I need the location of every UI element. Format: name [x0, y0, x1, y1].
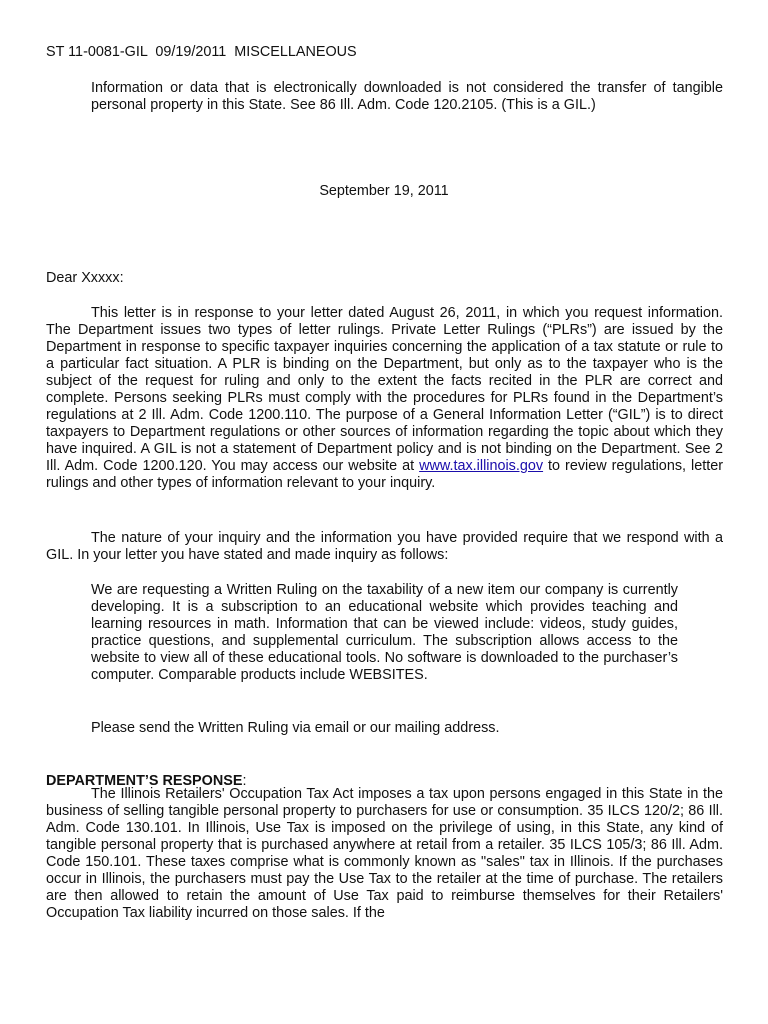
document-header: ST 11-0081-GIL 09/19/2011 MISCELLANEOUS [46, 44, 357, 60]
response-heading-colon: : [242, 773, 247, 789]
response-heading-label: DEPARTMENT’S RESPONSE [46, 773, 243, 789]
intro-paragraph-text-end: to review regulations, letter rulings and other types of information relevant to your inquiry. [46, 458, 723, 491]
intro-paragraph [46, 305, 723, 492]
response-paragraph: The Illinois Retailers' Occupation Tax Act imposes a tax upon persons engaged in this State in the business of selling tangible personal property to purchasers for use or consumption. 35 ILCS 120/2; 86 Ill. Adm. Code 130.101. In Illinois, Use Tax is imposed on the privilege of using, in this State, any kind of tangible personal property that is purchased anywhere at retail from a retailer. 35 ILCS 105/3; 86 Ill. Adm. Code 150.101. These taxes comprise what is commonly known as "sales" tax in Illinois. If the purchases occur in Illinois, the purchasers must pay the Use Tax to the retailer at the time of purchase. The retailers are then allowed to retain the amount of Use Tax paid to reimburse themselves for their Retailers' Occupation Tax liability incurred on those sales. If the [46, 786, 723, 921]
inquiry-intro-paragraph: The nature of your inquiry and the information you have provided require that we respond with a GIL. In your letter you have stated and made inquiry as follows: [46, 530, 723, 563]
ruling-summary: Information or data that is electronically downloaded is not considered the transfer of tangible personal property in this State. See 86 Ill. Adm. Code 120.2105. (This is a GIL.) [91, 80, 723, 113]
letter-date: September 19, 2011 [319, 183, 449, 199]
quoted-request-closing: Please send the Written Ruling via email or our mailing address. [91, 720, 500, 736]
quoted-request-paragraph: We are requesting a Written Ruling on the taxability of a new item our company is currently developing. It is a subscription to an educational website which provides teaching and learning resources in math. Information that can be viewed include: videos, study guides, practice questions, and supplemental curriculum. The subscription allows access to the website to view all of these educational tools. No software is downloaded to the purchaser’s computer. Comparable products include WEBSITES. [91, 582, 678, 683]
intro-paragraph-text: This letter is in response to your letter dated August 26, 2011, in which you request information. The Department issues two types of letter rulings. Private Letter Rulings (“PLRs”) are issued by the Department in response to specific taxpayer inquiries concerning the application of a tax statute or rule to a particular fact situation. A PLR is binding on the Department, but only as to the taxpayer who is the subject of the request for ruling and only to the extent the facts recited in the PLR are correct and complete. Persons seeking PLRs must comply with the procedures for PLRs found in the Department’s regulations at 2 Ill. Adm. Code 1200.110. The purpose of a General Information Letter (“GIL”) is to direct taxpayers to Department regulations or other sources of information regarding the topic about which they have inquired. A GIL is not a statement of Department policy and is not binding on the Department. See 2 Ill. Adm. Code 1200.120. You may access our website at [46, 305, 723, 474]
tax-website-link[interactable]: www.tax.illinois.gov [419, 458, 544, 474]
salutation: Dear Xxxxx: [46, 270, 124, 286]
